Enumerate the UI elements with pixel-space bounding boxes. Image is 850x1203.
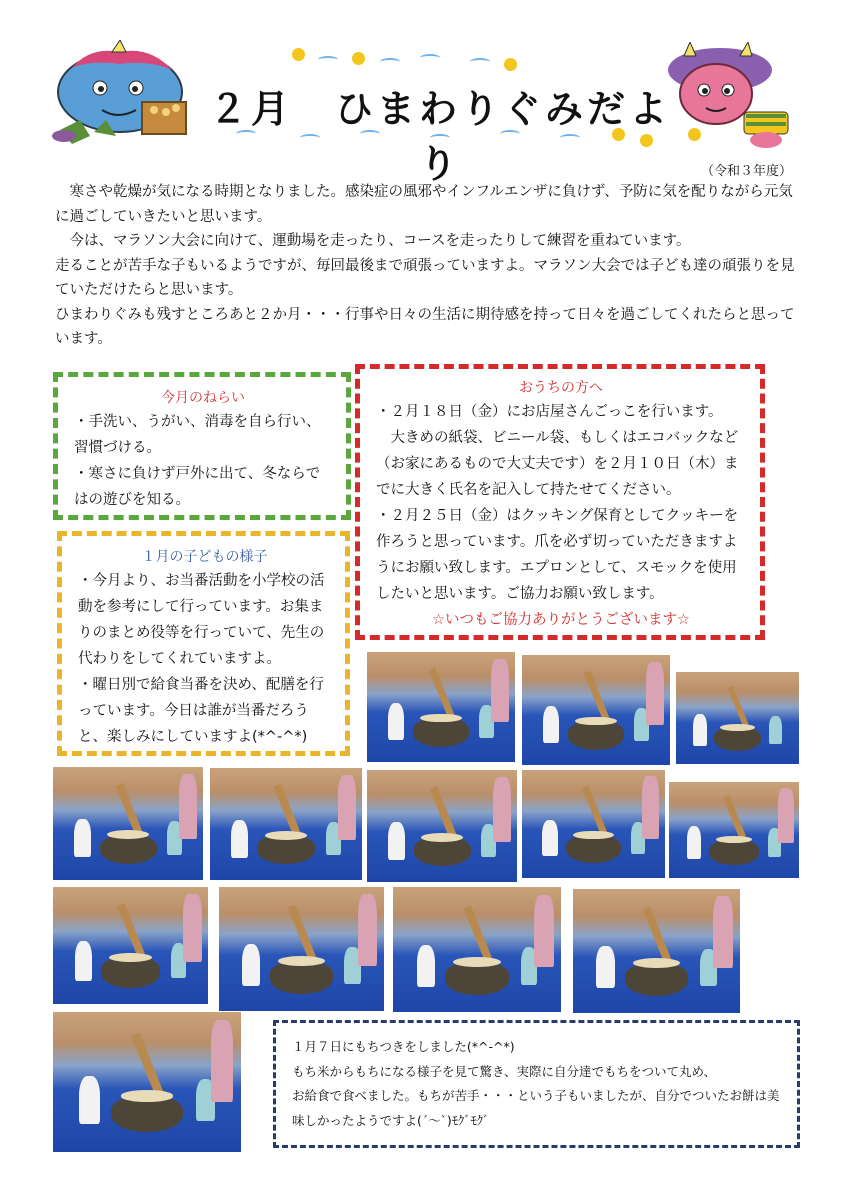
home-notice-box: [355, 364, 765, 640]
mochi-event-line: もち米からもちになる様子を見て驚き、実際に自分達でもちをついて丸め、: [292, 1063, 717, 1079]
january-report-item: ・今月より、お当番活動を小学校の活動を参考にして行っています。お集まりのまとめ役等を行っていて、先生の代わりをしてくれていますよ。: [78, 573, 325, 667]
intro-text: [55, 180, 800, 352]
mochi-photo: [573, 889, 740, 1013]
mochi-photo: [669, 782, 799, 878]
mochi-photo: [393, 887, 561, 1012]
wave-decoration: [470, 58, 490, 66]
wave-decoration: [380, 58, 400, 66]
mochi-event-line: １月７日にもちつきをしました(*^-^*): [292, 1039, 515, 1054]
monthly-aims-box: [53, 372, 351, 520]
red-oni-icon: [660, 42, 800, 152]
mochi-photo: [522, 770, 665, 878]
home-notice-item: ・２月１８日（金）にお店屋さんごっこを行います。: [376, 404, 723, 420]
monthly-aim-item: ・寒さに負けず戸外に出て、冬ならではの遊びを知る。: [74, 466, 321, 508]
intro-paragraph: ひまわりぐみも残すところあと２か月・・・行事や日々の生活に期待感を持って日々を過ごしてくれたらと思っています。: [55, 306, 795, 347]
monthly-aims-title: 今月のねらい: [161, 390, 245, 406]
home-notice-closing: ☆いつもご協力ありがとうございます☆: [432, 612, 690, 628]
mochi-photo: [676, 672, 799, 764]
sunflower-icon: [292, 48, 305, 61]
mochi-event-line: 味しかったようですよ(´～`)ﾓｸﾞﾓｸﾞ: [292, 1112, 490, 1128]
home-notice-title: おうちの方へ: [519, 380, 603, 396]
page-title: ２月 ひまわりぐみだより: [208, 87, 671, 186]
home-notice-item: ・２月２５日（金）はクッキング保育としてクッキーを作ろうと思っています。爪を必ず切っていただきますようにお願い致します。エプロンとして、スモックを使用したいと思います。ご協力お願い致します。: [376, 508, 739, 602]
fiscal-year-label: （令和３年度）: [700, 164, 792, 179]
mochi-photo: [53, 887, 208, 1004]
january-report-item: ・曜日別で給食当番を決め、配膳を行っています。今日は誰が当番だろうと、楽しみにしていますよ(*^-^*): [78, 677, 324, 745]
mochi-event-box: [273, 1020, 800, 1148]
mochi-photo: [522, 655, 670, 765]
january-report-title: １月の子どもの様子: [141, 549, 268, 565]
mochi-photo: [367, 652, 515, 762]
january-report-box: [57, 531, 350, 756]
sunflower-icon: [504, 58, 517, 71]
mochi-photo: [219, 887, 384, 1011]
wave-decoration: [318, 56, 338, 64]
mochi-photo: [367, 770, 517, 882]
intro-paragraph: 寒さや乾燥が気になる時期となりました。感染症の風邪やインフルエンザに負けず、予防に気を配りながら元気に過ごしていきたいと思います。: [55, 184, 793, 225]
sunflower-icon: [688, 128, 701, 141]
wave-decoration: [420, 54, 440, 62]
home-notice-item: 大きめの紙袋、ビニール袋、もしくはエコバックなど（お家にあるもので大丈夫です）を２月１０日（木）までに大きく氏名を記入して持たせてください。: [376, 430, 739, 498]
mochi-photo: [53, 767, 203, 880]
mochi-photo: [53, 1012, 241, 1152]
monthly-aim-item: ・手洗い、うがい、消毒を自ら行い、習慣づける。: [74, 414, 321, 456]
sunflower-icon: [352, 52, 365, 65]
intro-paragraph: 今は、マラソン大会に向けて、運動場を走ったり、コースを走ったりして練習を重ねています。: [55, 233, 691, 249]
mochi-event-line: お給食で食べました。もちが苦手・・・という子もいましたが、自分でついたお餅は美: [292, 1088, 780, 1103]
intro-paragraph: 走ることが苦手な子もいるようですが、毎回最後まで頑張っていますよ。マラソン大会では子ども達の頑張りを見ていただけたらと思います。: [55, 257, 795, 298]
mochi-photo: [210, 768, 362, 880]
